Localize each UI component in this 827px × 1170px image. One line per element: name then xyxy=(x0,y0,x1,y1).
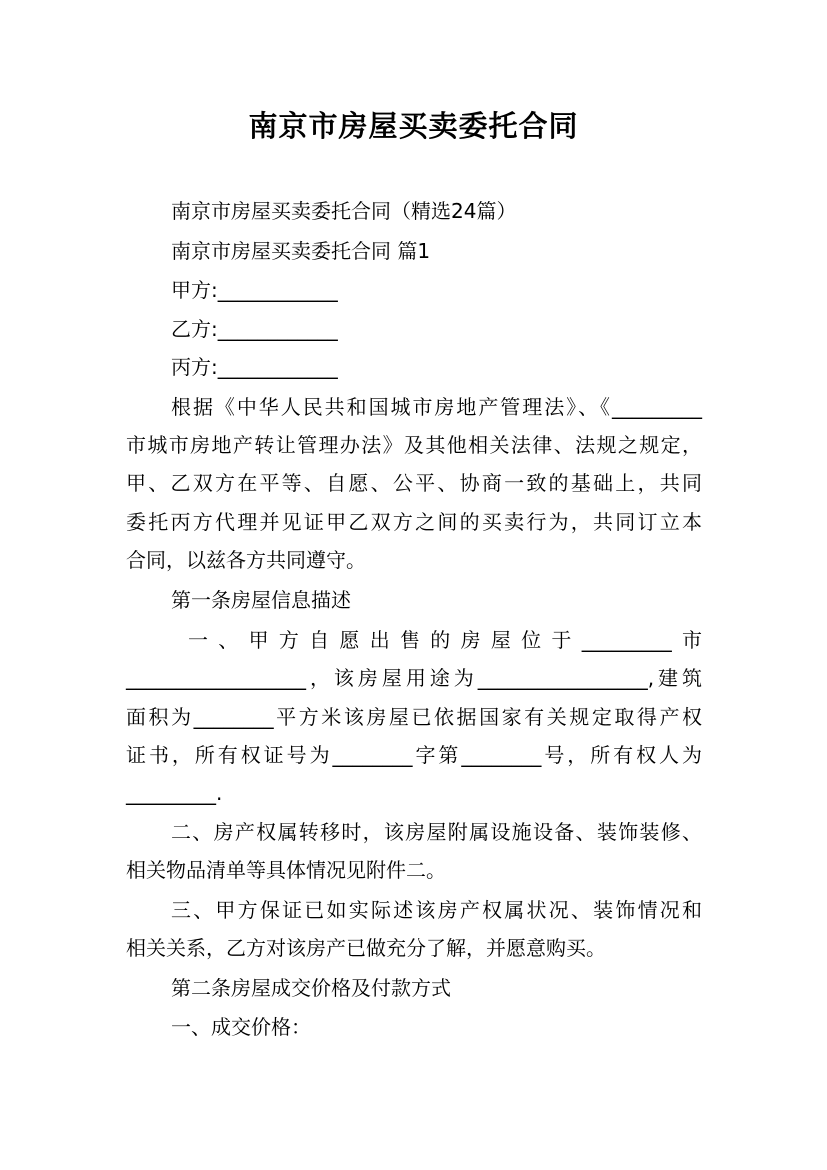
paragraph-line: __________________，该房屋用途为_________________,建筑 xyxy=(126,666,702,690)
party-b-line: 乙方:____________ xyxy=(171,317,338,341)
paragraph-line: 相关物品清单等具体情况见附件二。 xyxy=(126,858,446,882)
paragraph-line: 二、房产权属转移时，该房屋附属设施设备、装饰装修、 xyxy=(171,820,702,844)
party-a-line: 甲方:____________ xyxy=(171,278,338,302)
article-heading: 第二条房屋成交价格及付款方式 xyxy=(171,976,451,1000)
paragraph-line: 一、甲方自愿出售的房屋位于_________市 xyxy=(188,628,702,652)
paragraph-line: 一、成交价格： xyxy=(171,1015,311,1039)
paragraph-line: 三、甲方保证已如实际述该房产权属状况、装饰情况和 xyxy=(171,898,702,922)
paragraph-line: 证书，所有权证号为________字第________号，所有权人为 xyxy=(126,743,702,767)
article-heading: 第一条房屋信息描述 xyxy=(171,588,351,612)
document-title: 南京市房屋买卖委托合同 xyxy=(248,109,579,143)
paragraph-line: 面积为________平方米该房屋已依据国家有关规定取得产权 xyxy=(126,705,702,729)
paragraph-line: _________. xyxy=(126,781,223,805)
paragraph-line: 市城市房地产转让管理办法》及其他相关法律、法规之规定， xyxy=(126,433,702,457)
paragraph-line: 委托丙方代理并见证甲乙双方之间的买卖行为，共同订立本 xyxy=(126,510,702,534)
paragraph-line: 根据《中华人民共和国城市房地产管理法》、《_________ xyxy=(171,395,702,419)
paragraph-line: 甲、乙双方在平等、自愿、公平、协商一致的基础上，共同 xyxy=(126,471,702,495)
paragraph-line: 合同，以兹各方共同遵守。 xyxy=(126,548,366,572)
paragraph-line: 相关关系，乙方对该房产已做充分了解，并愿意购买。 xyxy=(126,936,606,960)
section-heading: 南京市房屋买卖委托合同 篇1 xyxy=(171,239,431,263)
party-c-line: 丙方:____________ xyxy=(171,355,338,379)
subtitle-line: 南京市房屋买卖委托合同（精选24篇） xyxy=(171,199,517,223)
